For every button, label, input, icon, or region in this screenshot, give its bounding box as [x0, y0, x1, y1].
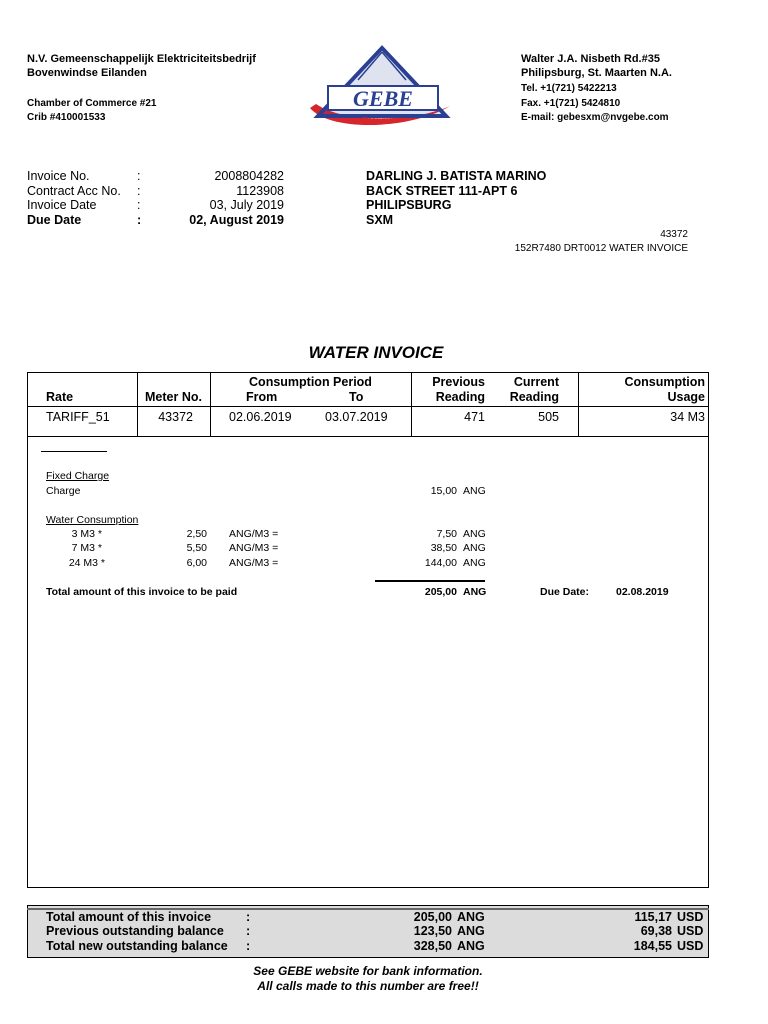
divider [41, 451, 107, 452]
company-name-line2: Bovenwindse Eilanden [27, 67, 147, 79]
header-current-reading: Reading [509, 390, 559, 404]
customer-street: BACK STREET 111-APT 6 [366, 184, 518, 198]
colon: : [246, 910, 251, 924]
invoice-table [27, 372, 709, 888]
cell-from: 02.06.2019 [229, 410, 292, 424]
contract-acc-value: 1123908 [236, 184, 284, 198]
reference-line: 152R7480 DRT0012 WATER INVOICE [514, 243, 688, 254]
cell-previous-reading: 471 [464, 410, 485, 424]
cell-usage: 34 M3 [670, 410, 705, 424]
customer-name: DARLING J. BATISTA MARINO [366, 169, 547, 183]
fixed-charge-title: Fixed Charge [46, 470, 110, 482]
footer-bank-info: See GEBE website for bank information. [253, 964, 483, 978]
cell-to: 03.07.2019 [325, 410, 388, 424]
header-previous-reading: Reading [435, 390, 485, 404]
summary-label: Total new outstanding balance [46, 939, 228, 953]
company-email: E-mail: gebesxm@nvgebe.com [521, 112, 669, 123]
colon: : [246, 939, 251, 953]
header-to: To [349, 390, 364, 404]
colon: : [137, 169, 141, 183]
cell-rate: TARIFF_51 [46, 410, 110, 424]
company-address-line1: Walter J.A. Nisbeth Rd.#35 [521, 53, 660, 65]
charge-label: Charge [46, 485, 81, 497]
colon: : [137, 198, 141, 212]
water-qty: 24 M3 * [68, 557, 105, 569]
crib-number: Crib #410001533 [27, 112, 106, 123]
header-consumption-period: Consumption Period [249, 375, 372, 389]
water-amount: 38,50 [430, 542, 457, 554]
charge-currency: ANG [463, 485, 486, 497]
sum-line [375, 580, 485, 582]
customer-country: SXM [366, 213, 394, 227]
company-address-line2: Philipsburg, St. Maarten N.A. [521, 67, 672, 79]
chamber-of-commerce: Chamber of Commerce #21 [27, 98, 157, 109]
due-date-detail-label: Due Date: [540, 586, 590, 598]
header-rate: Rate [46, 390, 74, 404]
invoice-no-value: 2008804282 [214, 169, 284, 183]
water-amount: 7,50 [436, 528, 457, 540]
contract-acc-label: Contract Acc No. [27, 184, 121, 198]
summary-usd-currency: USD [677, 910, 704, 924]
page-title: WATER INVOICE [308, 343, 444, 362]
water-unit: ANG/M3 = [229, 542, 279, 554]
due-date-detail-value: 02.08.2019 [616, 586, 669, 598]
header-current: Current [513, 375, 559, 389]
water-currency: ANG [463, 557, 486, 569]
water-unit: ANG/M3 = [229, 557, 279, 569]
water-currency: ANG [463, 528, 486, 540]
summary-usd-amount: 69,38 [640, 924, 672, 938]
summary-label: Total amount of this invoice [46, 910, 212, 924]
cell-current-reading: 505 [538, 410, 559, 424]
summary-ang-currency: ANG [457, 939, 485, 953]
gebe-logo [300, 40, 460, 130]
company-tel: Tel. +1(721) 5422213 [521, 83, 617, 94]
reference-number: 43372 [660, 229, 688, 240]
water-rate: 2,50 [186, 528, 207, 540]
header-consumption: Consumption [624, 375, 705, 389]
summary-usd-currency: USD [677, 939, 704, 953]
header-usage: Usage [667, 390, 705, 404]
invoice-date-value: 03, July 2019 [209, 198, 284, 212]
water-rate: 5,50 [186, 542, 207, 554]
due-date-label: Due Date [27, 213, 82, 227]
water-amount: 144,00 [424, 557, 457, 569]
total-to-pay-label: Total amount of this invoice to be paid [46, 586, 238, 598]
summary-usd-currency: USD [677, 924, 704, 938]
colon: : [137, 213, 142, 227]
svg-text:GEBE: GEBE [353, 86, 413, 111]
header-previous: Previous [432, 375, 485, 389]
total-to-pay-currency: ANG [463, 586, 487, 598]
due-date-value: 02, August 2019 [189, 213, 284, 227]
summary-ang-currency: ANG [457, 910, 485, 924]
svg-text:The power to serve: The power to serve [362, 117, 408, 123]
water-rate: 6,00 [186, 557, 207, 569]
charge-amount: 15,00 [430, 485, 457, 497]
summary-usd-amount: 115,17 [634, 910, 672, 924]
header-from: From [246, 390, 278, 404]
summary-usd-amount: 184,55 [633, 939, 672, 953]
invoice-no-label: Invoice No. [27, 169, 90, 183]
summary-ang-amount: 328,50 [413, 939, 452, 953]
water-consumption-title: Water Consumption [46, 514, 139, 526]
customer-city: PHILIPSBURG [366, 198, 452, 212]
total-to-pay-amount: 205,00 [424, 586, 457, 598]
invoice-date-label: Invoice Date [27, 198, 97, 212]
water-qty: 7 M3 * [71, 542, 102, 554]
company-fax: Fax. +1(721) 5424810 [521, 98, 621, 109]
colon: : [246, 924, 251, 938]
cell-meter: 43372 [158, 410, 193, 424]
summary-ang-currency: ANG [457, 924, 485, 938]
company-name: N.V. Gemeenschappelijk Elektriciteitsbedrijf [27, 53, 256, 65]
summary-ang-amount: 205,00 [413, 910, 452, 924]
summary-label: Previous outstanding balance [46, 924, 224, 938]
footer-free-calls: All calls made to this number are free!! [257, 979, 479, 993]
header-meter: Meter No. [145, 390, 202, 404]
summary-ang-amount: 123,50 [413, 924, 452, 938]
water-unit: ANG/M3 = [229, 528, 279, 540]
water-currency: ANG [463, 542, 486, 554]
colon: : [137, 184, 141, 198]
water-qty: 3 M3 * [71, 528, 102, 540]
